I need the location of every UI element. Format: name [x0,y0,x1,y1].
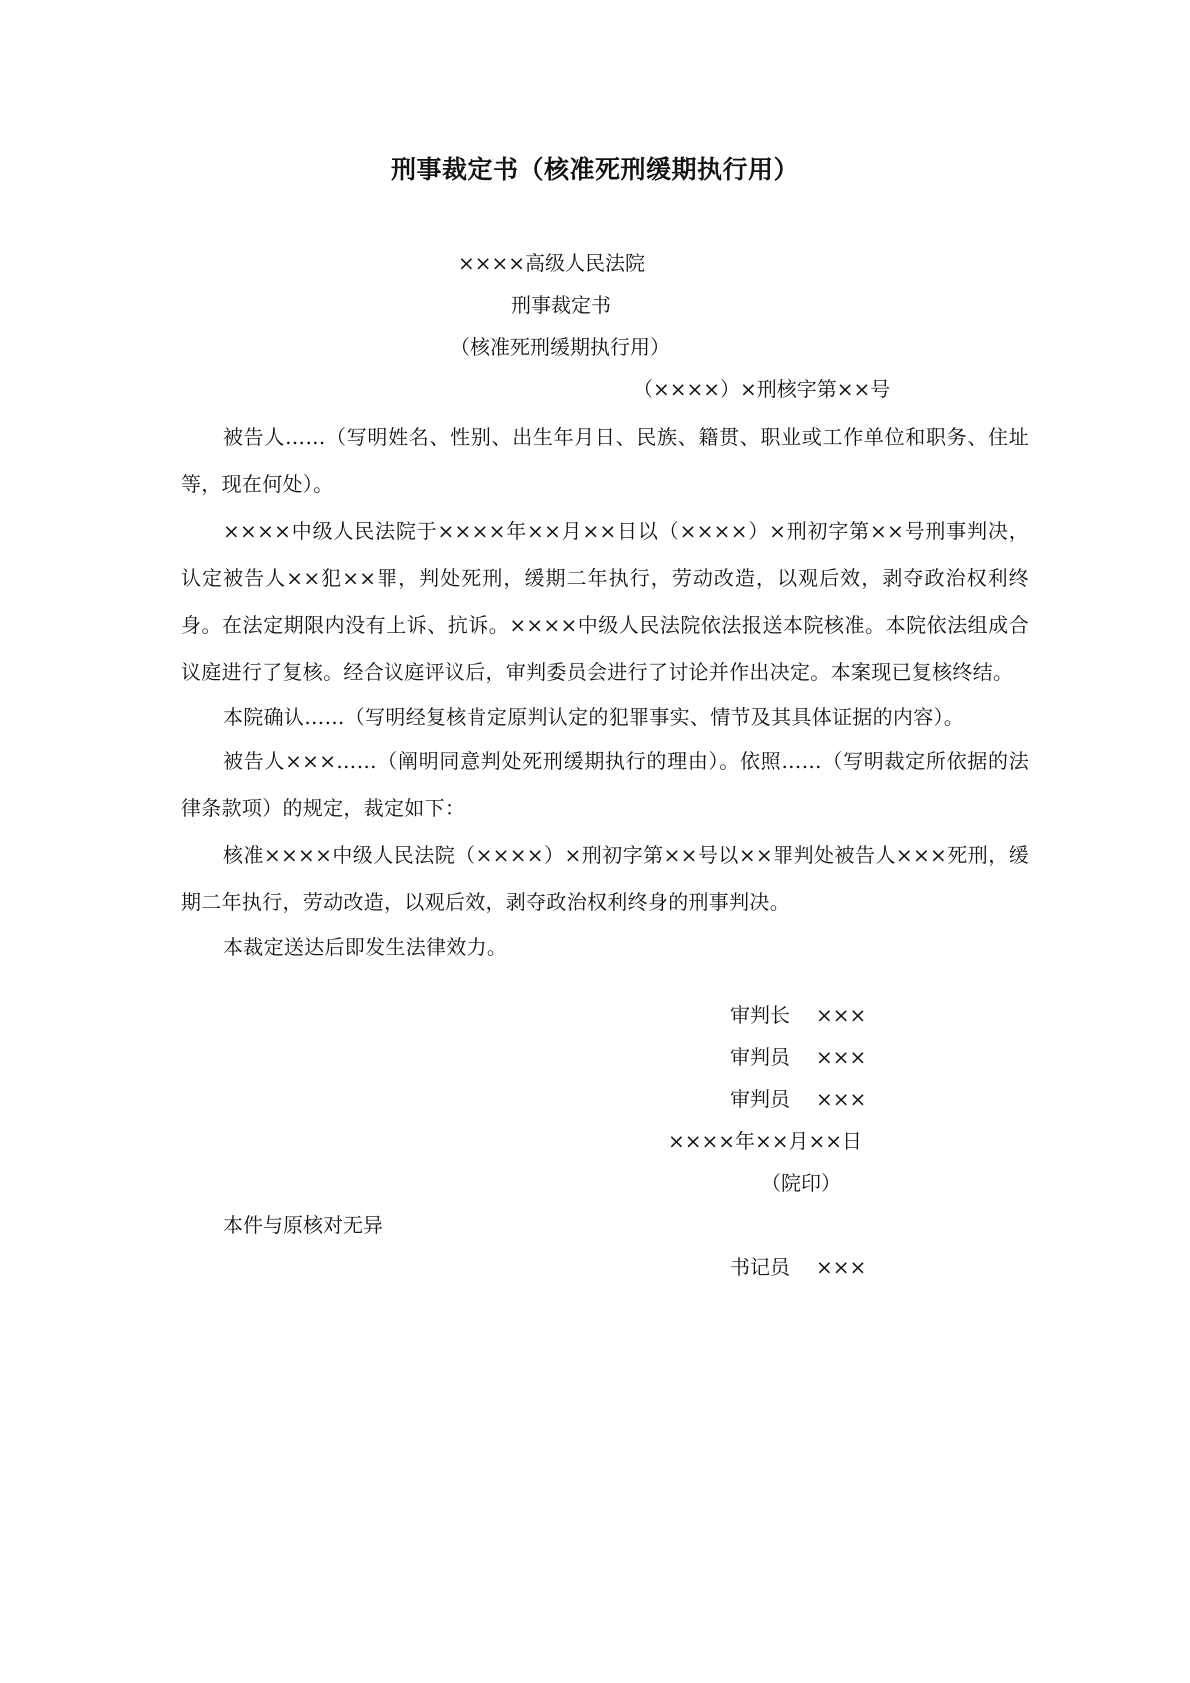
document-subtype: （核准死刑缓期执行用） [450,335,670,359]
signature-clerk [730,1252,866,1282]
paragraph-ruling: 核准××××中级人民法院（××××）×刑初字第××号以××罪判处被告人×××死刑，缓期二年执行，劳动改造，以观后效，剥夺政治权利终身的刑事判决。 [181,843,1029,914]
paragraph-facts-confirmed: 本院确认……（写明经复核肯定原判认定的犯罪事实、情节及其具体证据的内容）。 [223,705,965,729]
signature-name: ××× [816,1003,867,1027]
document-type: 刑事裁定书 [511,293,611,317]
court-name: ××××高级人民法院 [458,251,646,275]
paragraph-effectiveness: 本裁定送达后即发生法律效力。 [223,935,508,959]
case-number: （××××）×刑核字第××号 [633,377,891,401]
signature-role: 审判员 [730,1045,790,1069]
signature-role: 审判长 [730,1003,790,1027]
paragraph-reasoning: 被告人×××……（阐明同意判处死刑缓期执行的理由）。依照……（写明裁定所依据的法律条款项）的规定，裁定如下： [181,749,1029,820]
court-seal: （院印） [761,1171,841,1195]
signature-presiding-judge [730,1000,866,1030]
signature-name: ××× [816,1255,867,1279]
document-date: ××××年××月××日 [668,1129,863,1153]
paragraph-case-history: ××××中级人民法院于××××年××月××日以（××××）×刑初字第××号刑事判决，认定被告人××犯××罪，判处死刑，缓期二年执行，劳动改造，以观后效，剥夺政治权利终身。在法定期限内没有上诉、抗诉。××××中级人民法院依法报送本院核准。本院依法组成合议庭进行了复核。经合议庭评议后，审判委员会进行了讨论并作出决定。本案现已复核终结。 [181,519,1029,684]
signature-name: ××× [816,1045,867,1069]
document-body [181,414,1029,968]
signature-judge-1 [730,1042,866,1072]
document-title: 刑事裁定书（核准死刑缓期执行用） [390,155,799,184]
verification-note: 本件与原核对无异 [223,1213,383,1237]
signature-name: ××× [816,1087,867,1111]
signature-role: 书记员 [730,1255,790,1279]
paragraph-defendant-info: 被告人……（写明姓名、性别、出生年月日、民族、籍贯、职业或工作单位和职务、住址等，现在何处）。 [181,425,1029,496]
signature-role: 审判员 [730,1087,790,1111]
signature-judge-2 [730,1084,866,1114]
